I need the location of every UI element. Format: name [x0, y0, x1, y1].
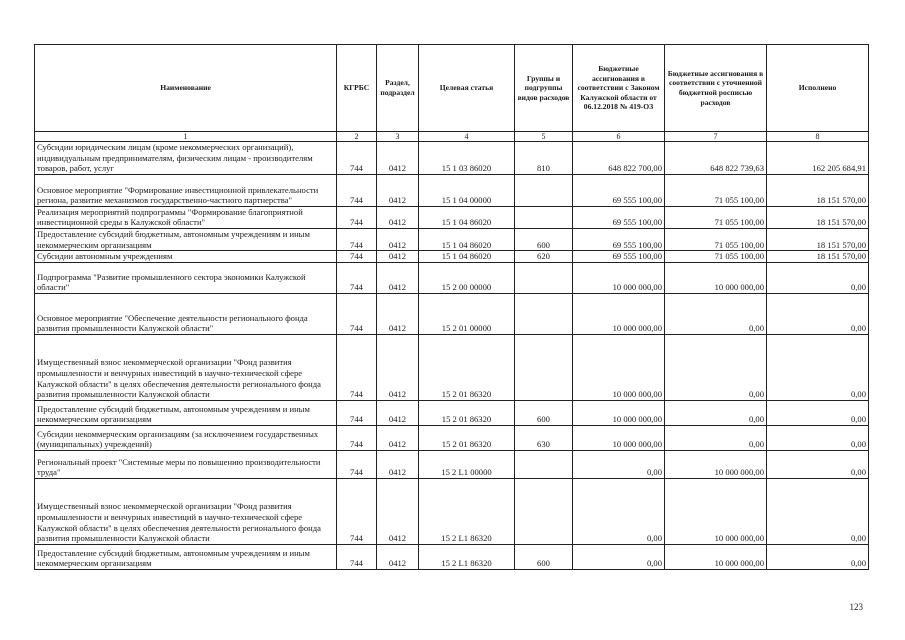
row-section: 0412 [377, 293, 419, 334]
row-section: 0412 [377, 174, 419, 206]
row-executed: 0,00 [767, 293, 869, 334]
column-number: 5 [515, 132, 573, 142]
row-name: Субсидии автономным учреждениям [35, 251, 337, 263]
page-number: 123 [849, 602, 863, 612]
row-group [515, 206, 573, 228]
row-name: Подпрограмма "Развитие промышленного сектора экономики Калужской области" [35, 262, 337, 293]
row-name: Реализация мероприятий подпрограммы "Формирование благоприятной инвестиционной среды в Калужской области" [35, 206, 337, 228]
table-row [35, 228, 869, 250]
row-executed: 162 205 684,91 [767, 142, 869, 175]
row-group [515, 478, 573, 544]
table-row [35, 400, 869, 425]
row-refined-allocation: 10 000 000,00 [665, 478, 767, 544]
row-kgrbs: 744 [337, 251, 377, 263]
row-name: Предоставление субсидий бюджетным, автономным учреждениям и иным некоммерческим организациям [35, 228, 337, 250]
row-refined-allocation: 0,00 [665, 400, 767, 425]
row-target: 15 1 04 00000 [419, 174, 515, 206]
row-refined-allocation: 648 822 739,63 [665, 142, 767, 175]
row-executed: 18 151 570,00 [767, 228, 869, 250]
table-row [35, 206, 869, 228]
row-kgrbs: 744 [337, 262, 377, 293]
row-section: 0412 [377, 206, 419, 228]
header-target: Целевая статья [419, 45, 515, 132]
row-refined-allocation: 0,00 [665, 334, 767, 400]
row-target: 15 2 01 00000 [419, 293, 515, 334]
row-law-allocation: 0,00 [573, 478, 665, 544]
row-group [515, 293, 573, 334]
column-number: 8 [767, 132, 869, 142]
row-law-allocation: 10 000 000,00 [573, 262, 665, 293]
row-target: 15 2 01 86320 [419, 334, 515, 400]
row-kgrbs: 744 [337, 425, 377, 450]
row-group [515, 174, 573, 206]
row-law-allocation: 10 000 000,00 [573, 400, 665, 425]
row-group: 630 [515, 425, 573, 450]
row-executed: 0,00 [767, 425, 869, 450]
row-group: 600 [515, 400, 573, 425]
row-executed: 0,00 [767, 334, 869, 400]
row-name: Основное мероприятие "Формирование инвестиционной привлекательности региона, развитие механизмов государственно-частного партнерства" [35, 174, 337, 206]
column-number: 7 [665, 132, 767, 142]
table-row [35, 544, 869, 569]
row-name: Предоставление субсидий бюджетным, автономным учреждениям и иным некоммерческим организациям [35, 544, 337, 569]
row-target: 15 2 L1 86320 [419, 544, 515, 569]
table-row [35, 251, 869, 263]
row-section: 0412 [377, 478, 419, 544]
table-row [35, 293, 869, 334]
row-target: 15 1 04 86020 [419, 251, 515, 263]
row-law-allocation: 69 555 100,00 [573, 174, 665, 206]
row-refined-allocation: 71 055 100,00 [665, 228, 767, 250]
row-refined-allocation: 71 055 100,00 [665, 174, 767, 206]
header-executed: Исполнено [767, 45, 869, 132]
row-name: Имущественный взнос некоммерческой организации "Фонд развития промышленности и венчурных инвестиций в научно-технической сфере Калужской области" в целях обеспечения деятельности регионального фонда развития промышленности Калужской области [35, 478, 337, 544]
header-name: Наименование [35, 45, 337, 132]
row-target: 15 1 04 86020 [419, 228, 515, 250]
budget-table [34, 44, 869, 570]
row-section: 0412 [377, 251, 419, 263]
table-row [35, 478, 869, 544]
table-row [35, 142, 869, 175]
row-refined-allocation: 71 055 100,00 [665, 251, 767, 263]
row-group: 600 [515, 544, 573, 569]
row-refined-allocation: 10 000 000,00 [665, 544, 767, 569]
row-section: 0412 [377, 334, 419, 400]
row-kgrbs: 744 [337, 400, 377, 425]
row-law-allocation: 69 555 100,00 [573, 251, 665, 263]
row-executed: 0,00 [767, 262, 869, 293]
row-kgrbs: 744 [337, 450, 377, 478]
row-target: 15 2 L1 86320 [419, 478, 515, 544]
row-kgrbs: 744 [337, 142, 377, 175]
row-group: 620 [515, 251, 573, 263]
column-number: 2 [337, 132, 377, 142]
header-kgrbs: КГРБС [337, 45, 377, 132]
column-number: 4 [419, 132, 515, 142]
row-section: 0412 [377, 425, 419, 450]
row-law-allocation: 10 000 000,00 [573, 425, 665, 450]
table-row [35, 450, 869, 478]
row-refined-allocation: 71 055 100,00 [665, 206, 767, 228]
header-refined-allocation: Бюджетные ассигнования в соответствии с уточненной бюджетной росписью расходов [665, 45, 767, 132]
row-name: Предоставление субсидий бюджетным, автономным учреждениям и иным некоммерческим организациям [35, 400, 337, 425]
row-kgrbs: 744 [337, 544, 377, 569]
row-executed: 0,00 [767, 544, 869, 569]
row-executed: 18 151 570,00 [767, 206, 869, 228]
row-executed: 18 151 570,00 [767, 174, 869, 206]
column-number: 1 [35, 132, 337, 142]
row-kgrbs: 744 [337, 478, 377, 544]
column-number-row [35, 132, 869, 142]
row-name: Субсидии некоммерческим организациям (за исключением государственных (муниципальных) учреждений) [35, 425, 337, 450]
row-name: Субсидии юридическим лицам (кроме некоммерческих организаций), индивидуальным предпринимателям, физическим лицам - производителям товаров, работ, услуг [35, 142, 337, 175]
row-law-allocation: 0,00 [573, 544, 665, 569]
row-group: 810 [515, 142, 573, 175]
row-law-allocation: 10 000 000,00 [573, 334, 665, 400]
header-law-allocation: Бюджетные ассигнования в соответствии с Законом Калужской области от 06.12.2018 № 419-ОЗ [573, 45, 665, 132]
row-refined-allocation: 0,00 [665, 293, 767, 334]
row-kgrbs: 744 [337, 228, 377, 250]
row-kgrbs: 744 [337, 174, 377, 206]
row-kgrbs: 744 [337, 334, 377, 400]
row-target: 15 1 03 86020 [419, 142, 515, 175]
row-name: Основное мероприятие "Обеспечение деятельности регионального фонда развития промышленности Калужской области" [35, 293, 337, 334]
column-number: 6 [573, 132, 665, 142]
row-law-allocation: 10 000 000,00 [573, 293, 665, 334]
row-group [515, 262, 573, 293]
row-refined-allocation: 10 000 000,00 [665, 262, 767, 293]
row-law-allocation: 0,00 [573, 450, 665, 478]
header-row [35, 45, 869, 132]
row-kgrbs: 744 [337, 293, 377, 334]
row-name: Региональный проект "Системные меры по повышению производительности труда" [35, 450, 337, 478]
row-section: 0412 [377, 262, 419, 293]
row-refined-allocation: 0,00 [665, 425, 767, 450]
row-group: 600 [515, 228, 573, 250]
table-row [35, 425, 869, 450]
row-executed: 0,00 [767, 450, 869, 478]
row-law-allocation: 69 555 100,00 [573, 206, 665, 228]
row-section: 0412 [377, 142, 419, 175]
row-refined-allocation: 10 000 000,00 [665, 450, 767, 478]
row-law-allocation: 69 555 100,00 [573, 228, 665, 250]
row-target: 15 2 01 86320 [419, 400, 515, 425]
column-number: 3 [377, 132, 419, 142]
row-kgrbs: 744 [337, 206, 377, 228]
row-section: 0412 [377, 450, 419, 478]
row-target: 15 1 04 86020 [419, 206, 515, 228]
row-name: Имущественный взнос некоммерческой организации "Фонд развития промышленности и венчурных инвестиций в научно-технической сфере Калужской области" в целях обеспечения деятельности регионального фонда развития промышленности Калужской области [35, 334, 337, 400]
row-executed: 0,00 [767, 400, 869, 425]
row-section: 0412 [377, 544, 419, 569]
row-target: 15 2 01 86320 [419, 425, 515, 450]
header-section: Раздел, подраздел [377, 45, 419, 132]
row-group [515, 450, 573, 478]
row-target: 15 2 00 00000 [419, 262, 515, 293]
table-row [35, 174, 869, 206]
header-group: Группы и подгруппы видов расходов [515, 45, 573, 132]
row-law-allocation: 648 822 700,00 [573, 142, 665, 175]
row-section: 0412 [377, 400, 419, 425]
table-row [35, 262, 869, 293]
row-target: 15 2 L1 00000 [419, 450, 515, 478]
row-executed: 0,00 [767, 478, 869, 544]
row-group [515, 334, 573, 400]
row-section: 0412 [377, 228, 419, 250]
row-executed: 18 151 570,00 [767, 251, 869, 263]
table-row [35, 334, 869, 400]
